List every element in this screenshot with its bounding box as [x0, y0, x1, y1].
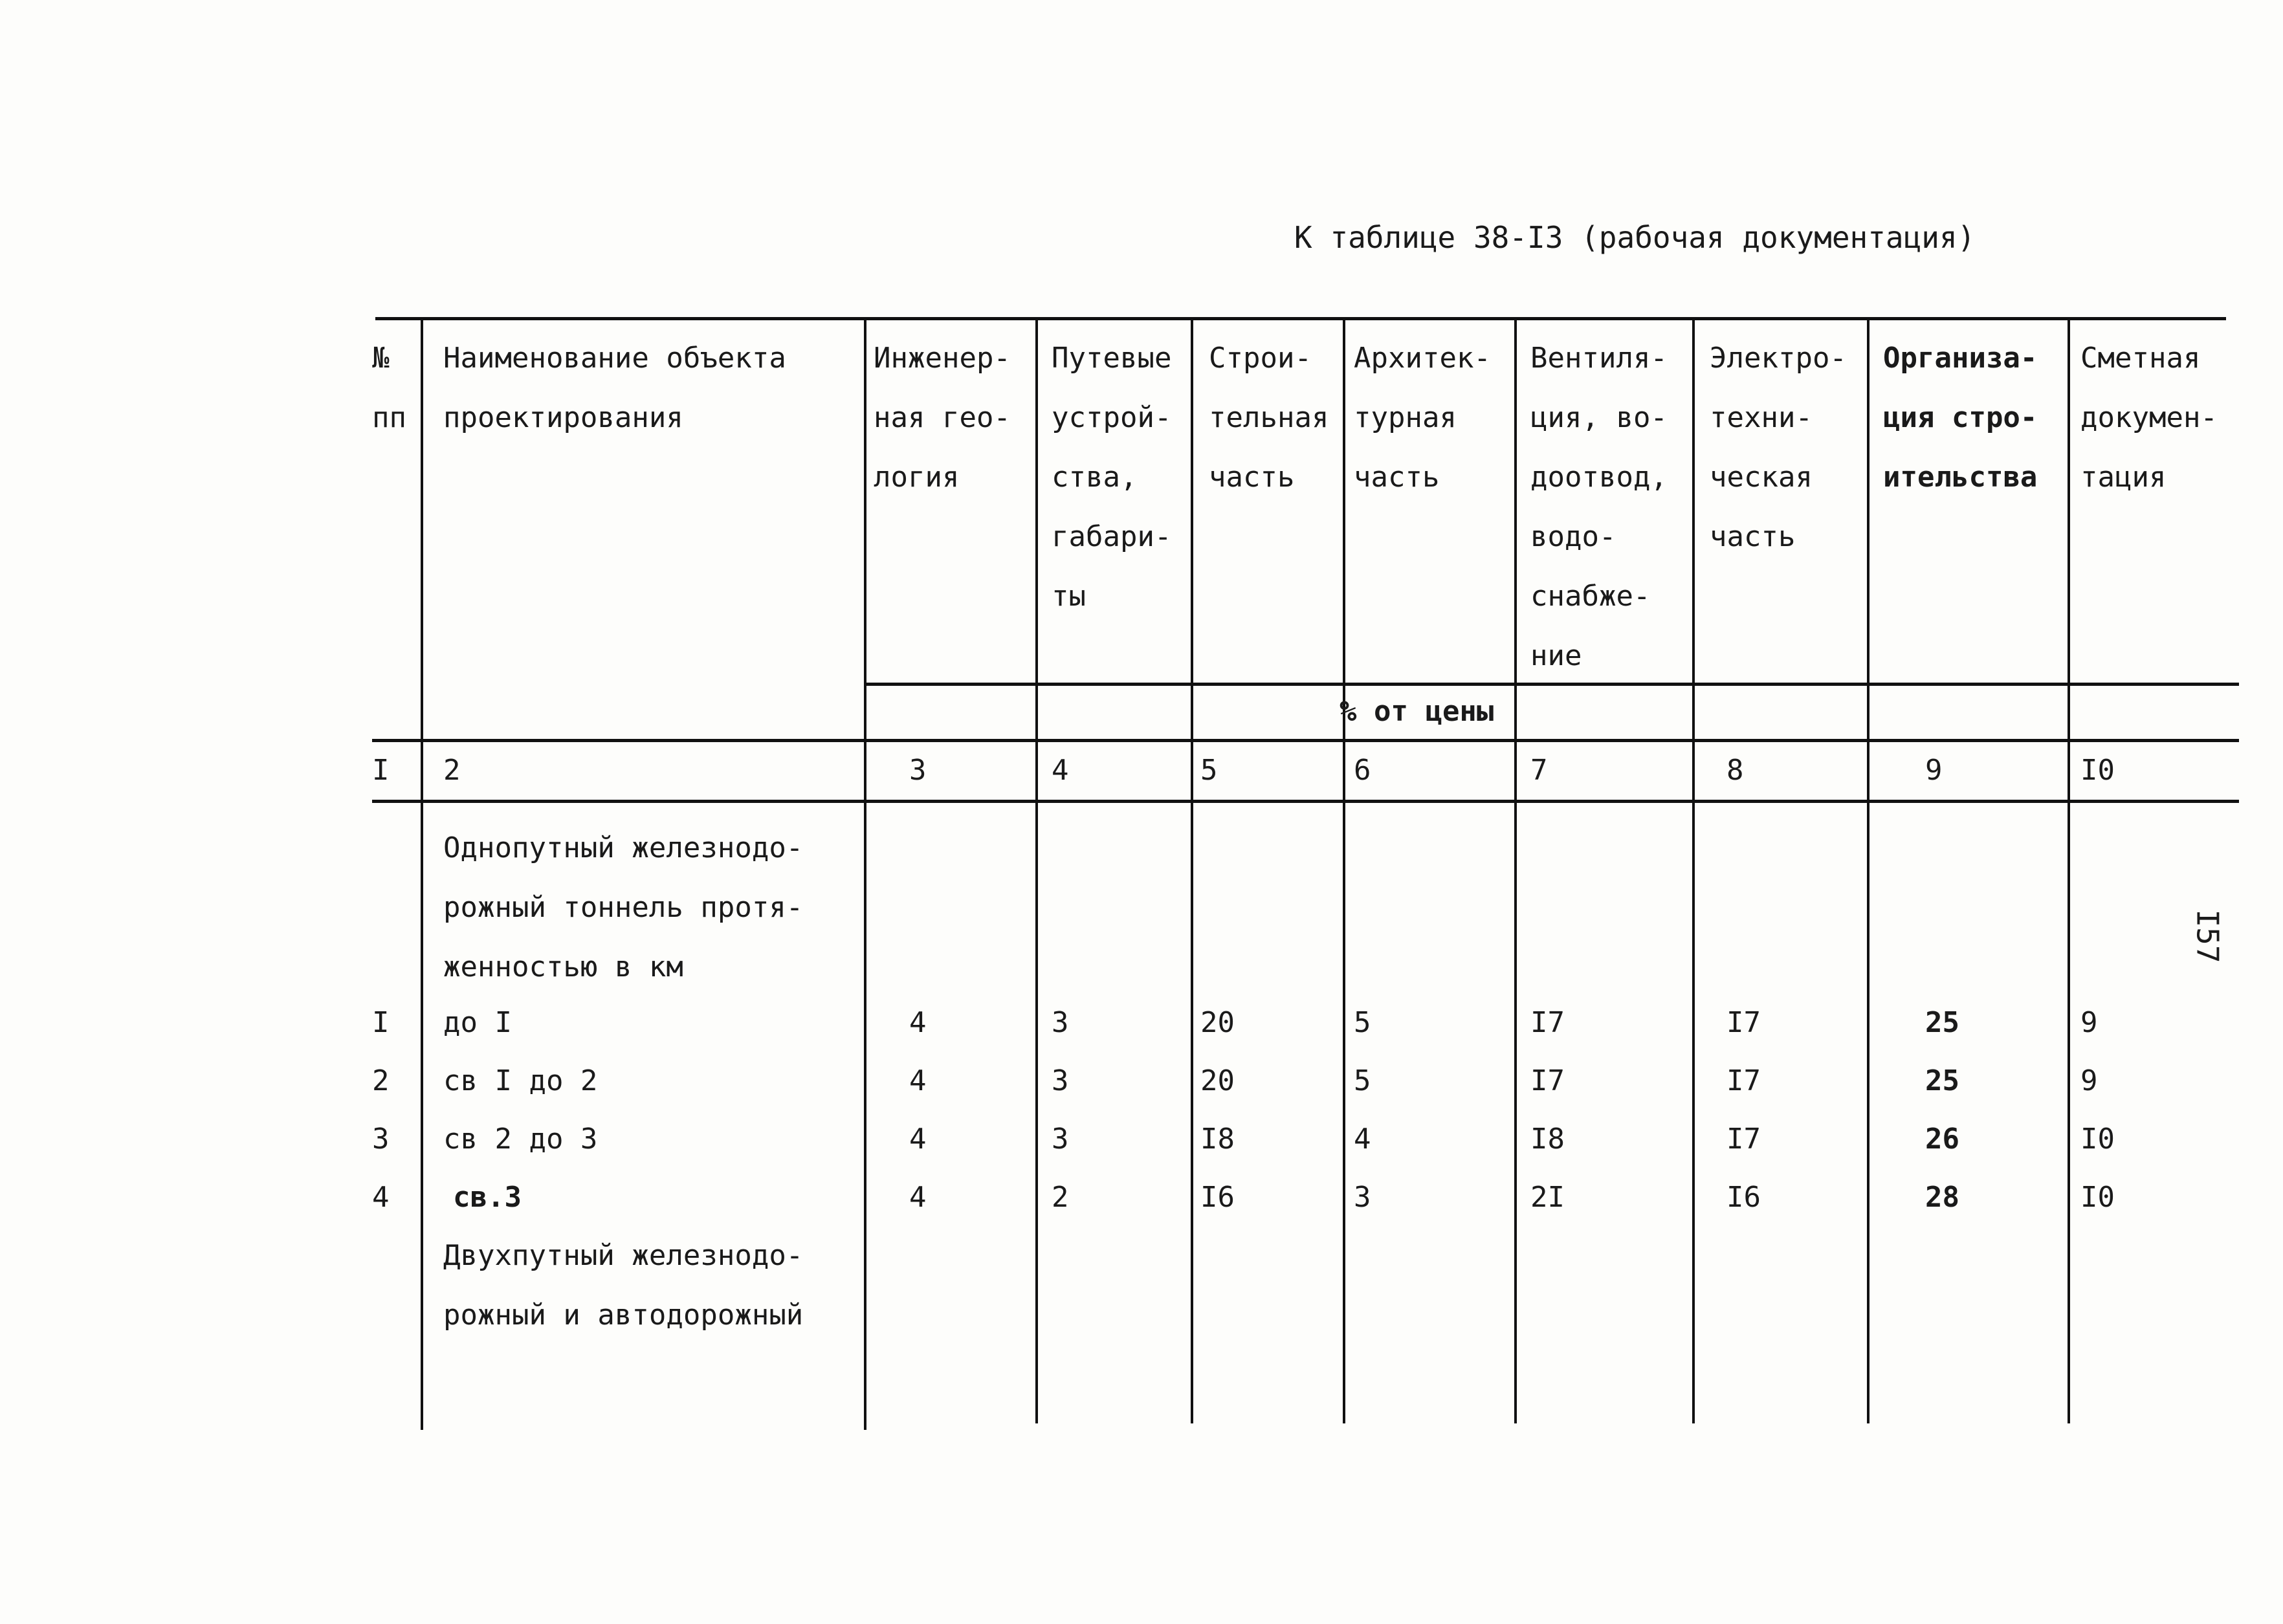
cell-track: 2 [1052, 1181, 1069, 1214]
colnum-7: 7 [1530, 754, 1548, 787]
vline-9 [2068, 317, 2070, 1423]
header-col-6: Архитек- турная часть [1354, 342, 1491, 494]
colnum-8: 8 [1726, 754, 1744, 787]
cell-estimate: 9 [2080, 1064, 2098, 1097]
rule-header-bottom [372, 739, 2239, 742]
header-num: № пп [372, 342, 406, 434]
vline-6 [1514, 317, 1517, 1423]
cell-geology: 4 [909, 1006, 927, 1039]
cell-ventilation: I8 [1530, 1123, 1565, 1156]
group-heading-double-track: Двухпутный железнодо- рожный и автодорожный [443, 1239, 804, 1332]
cell-construction: I8 [1200, 1123, 1235, 1156]
colnum-10: I0 [2080, 754, 2115, 787]
row-num: 4 [372, 1181, 390, 1214]
vline-3 [1035, 317, 1038, 1423]
cell-track: 3 [1052, 1064, 1069, 1097]
cell-geology: 4 [909, 1123, 927, 1156]
cell-architecture: 5 [1354, 1006, 1371, 1039]
colnum-5: 5 [1200, 754, 1218, 787]
header-col-8: Электро- техни- ческая часть [1710, 342, 1847, 553]
header-col-10: Сметная докумен- тация [2080, 342, 2218, 494]
vline-7 [1692, 317, 1695, 1423]
row-name: до I [443, 1006, 512, 1039]
colnum-9: 9 [1925, 754, 1943, 787]
header-col-3: Инженер- ная гео- логия [874, 342, 1011, 494]
cell-architecture: 3 [1354, 1181, 1371, 1214]
vline-4 [1191, 317, 1193, 1423]
colnum-6: 6 [1354, 754, 1371, 787]
row-name: св 2 до 3 [443, 1123, 598, 1156]
cell-construction: I6 [1200, 1181, 1235, 1214]
group-heading-single-track: Однопутный железнодо- рожный тоннель протя- женностью в км [443, 831, 804, 983]
cell-ventilation: I7 [1530, 1064, 1565, 1097]
row-num: 2 [372, 1064, 390, 1097]
cell-electrical: I7 [1726, 1123, 1761, 1156]
header-col-5: Строи- тельная часть [1209, 342, 1329, 494]
colnum-2: 2 [443, 754, 461, 787]
colnum-1: I [372, 754, 390, 787]
vline-2 [864, 317, 866, 1430]
vline-1 [421, 317, 423, 1430]
percent-of-price-label: % от цены [1340, 695, 1494, 728]
cell-organization: 25 [1925, 1064, 1959, 1097]
cell-electrical: I7 [1726, 1006, 1761, 1039]
header-col-4: Путевые устрой- ства, габари- ты [1052, 342, 1172, 613]
vline-8 [1867, 317, 1869, 1423]
cell-construction: 20 [1200, 1006, 1235, 1039]
vline-5 [1343, 317, 1345, 1423]
rule-colnum-bottom [372, 800, 2239, 803]
cell-electrical: I6 [1726, 1181, 1761, 1214]
cell-ventilation: 2I [1530, 1181, 1565, 1214]
colnum-3: 3 [909, 754, 927, 787]
row-name: св.3 [453, 1181, 522, 1214]
cell-construction: 20 [1200, 1064, 1235, 1097]
cell-organization: 28 [1925, 1181, 1959, 1214]
cell-electrical: I7 [1726, 1064, 1761, 1097]
colnum-4: 4 [1052, 754, 1069, 787]
cell-estimate: 9 [2080, 1006, 2098, 1039]
table-caption: К таблице 38-I3 (рабочая документация) [1294, 220, 1976, 255]
row-num: I [372, 1006, 390, 1039]
cell-geology: 4 [909, 1181, 927, 1214]
cell-track: 3 [1052, 1123, 1069, 1156]
cell-organization: 26 [1925, 1123, 1959, 1156]
cell-track: 3 [1052, 1006, 1069, 1039]
row-name: св I до 2 [443, 1064, 598, 1097]
header-col-9: Организа- ция стро- ительства [1883, 342, 2038, 494]
page-number: I57 [2190, 909, 2225, 963]
header-col-7: Вентиля- ция, во- доотвод, водо- снабже- ние [1530, 342, 1668, 672]
cell-geology: 4 [909, 1064, 927, 1097]
cell-estimate: I0 [2080, 1181, 2115, 1214]
cell-architecture: 4 [1354, 1123, 1371, 1156]
header-name: Наименование объекта проектирования [443, 342, 786, 434]
cell-organization: 25 [1925, 1006, 1959, 1039]
cell-ventilation: I7 [1530, 1006, 1565, 1039]
cell-architecture: 5 [1354, 1064, 1371, 1097]
rule-top [375, 317, 2226, 320]
row-num: 3 [372, 1123, 390, 1156]
cell-estimate: I0 [2080, 1123, 2115, 1156]
